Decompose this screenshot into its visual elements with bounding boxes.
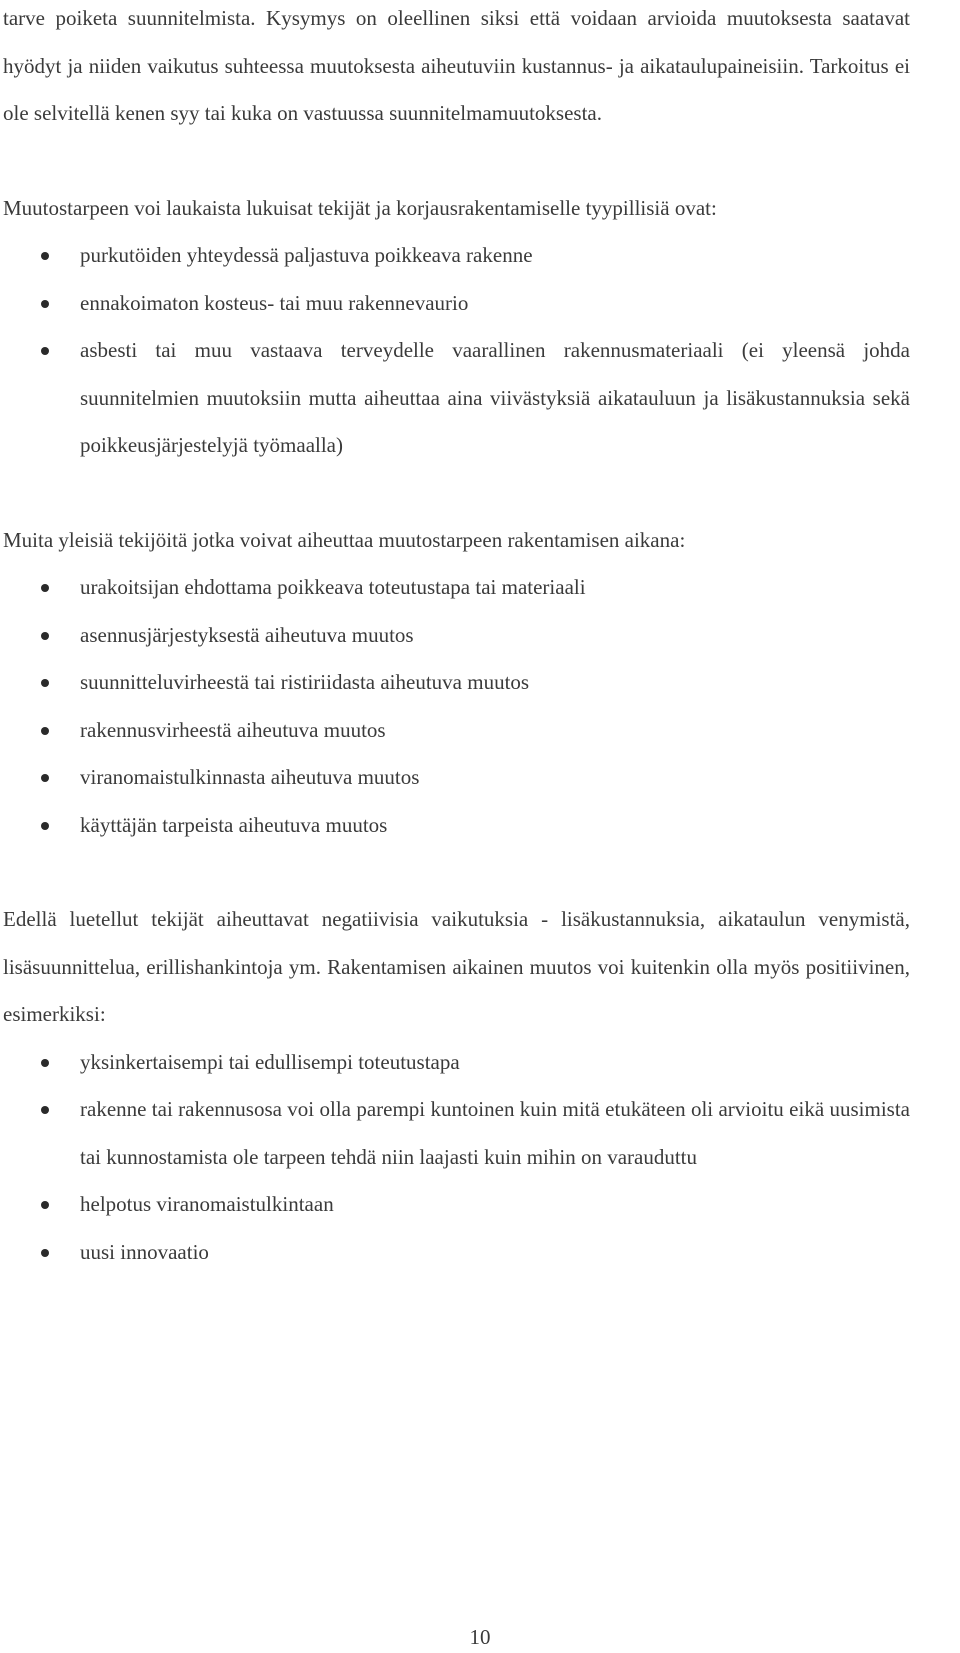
list-item — [3, 659, 910, 707]
triggers-list — [3, 232, 910, 470]
other-factors-list — [3, 564, 910, 849]
bullet-icon — [41, 632, 49, 640]
list-item-text: asbesti tai muu vastaava terveydelle vaarallinen rakennusmateriaali (ei yleensä johda suunnitelmien muutoksiin mutta aiheuttaa aina viivästyksiä aikatauluun ja lisäkustannuksia sekä poikkeusjärjestelyjä työmaalla) — [80, 338, 910, 457]
triggers-intro-paragraph: Muutostarpeen voi laukaista lukuisat tekijät ja korjausrakentamiselle tyypillisiä ovat: — [3, 195, 717, 220]
list-item — [3, 1039, 910, 1087]
list-item-text: yksinkertaisempi tai edullisempi toteutustapa — [80, 1049, 460, 1074]
list-item-text: helpotus viranomaistulkintaan — [80, 1192, 334, 1216]
bullet-icon — [41, 774, 49, 782]
list-item — [3, 754, 910, 802]
intro-paragraph: tarve poiketa suunnitelmista. Kysymys on oleellinen siksi että voidaan arvioida muutoksesta saatavat hyödyt ja niiden vaikutus suhteessa muutoksesta aiheutuviin kustannus- ja aikataulupaineisiin. Tarkoitus ei ole selvitellä kenen syy tai kuka on vastuussa suunnitelmamuutoksesta. — [3, 6, 910, 125]
list-item — [3, 1181, 910, 1229]
paragraph-gap — [3, 849, 910, 896]
list-item-text: ennakoimaton kosteus- tai muu rakennevaurio — [80, 290, 469, 315]
bullet-icon — [41, 252, 49, 260]
bullet-icon — [41, 584, 49, 592]
list-item-text: purkutöiden yhteydessä paljastuva poikkeava rakenne — [80, 243, 533, 267]
bullet-icon — [41, 300, 49, 308]
bullet-icon — [41, 727, 49, 735]
list-item — [3, 612, 910, 660]
bullet-icon — [41, 1106, 49, 1114]
list-item — [3, 707, 910, 755]
bullet-icon — [41, 822, 49, 830]
bullet-icon — [41, 1249, 49, 1257]
page-number: 10 — [469, 1625, 491, 1649]
other-intro-paragraph: Muita yleisiä tekijöitä jotka voivat aiheuttaa muutostarpeen rakentamisen aikana: — [3, 527, 686, 552]
list-item — [3, 280, 910, 328]
list-item-text: uusi innovaatio — [80, 1239, 209, 1264]
list-item-text: viranomaistulkinnasta aiheutuva muutos — [80, 765, 420, 789]
bullet-icon — [41, 1201, 49, 1209]
list-item-text: rakenne tai rakennusosa voi olla parempi kuntoinen kuin mitä etukäteen oli arvioitu eikä uusimista tai kunnostamista ole tarpeen tehdä niin laajasti kuin mihin on varauduttu — [80, 1097, 910, 1169]
bullet-icon — [41, 347, 49, 355]
paragraph-gap — [3, 138, 910, 185]
list-item-text: käyttäjän tarpeista aiheutuva muutos — [80, 812, 388, 837]
list-item — [3, 1229, 910, 1277]
list-item — [3, 564, 910, 612]
list-item — [3, 802, 910, 850]
paragraph-gap — [3, 470, 910, 517]
list-item-text: urakoitsijan ehdottama poikkeava toteutustapa tai materiaali — [80, 575, 586, 599]
list-item-text: asennusjärjestyksestä aiheutuva muutos — [80, 622, 414, 647]
list-item-text: suunnitteluvirheestä tai ristiriidasta aiheutuva muutos — [80, 670, 530, 694]
list-item — [3, 1086, 910, 1181]
positive-effects-list — [3, 1039, 910, 1277]
list-item — [3, 232, 910, 280]
list-item-text: rakennusvirheestä aiheutuva muutos — [80, 717, 386, 742]
document-page — [3, 0, 910, 1276]
bullet-icon — [41, 1059, 49, 1067]
effects-intro-paragraph: Edellä luetellut tekijät aiheuttavat negatiivisia vaikutuksia - lisäkustannuksia, aikataulun venymistä, lisäsuunnittelua, erillishankintoja ym. Rakentamisen aikainen muutos voi kuitenkin olla myös positiivinen, esimerkiksi: — [3, 907, 910, 1026]
bullet-icon — [41, 679, 49, 687]
list-item — [3, 327, 910, 470]
